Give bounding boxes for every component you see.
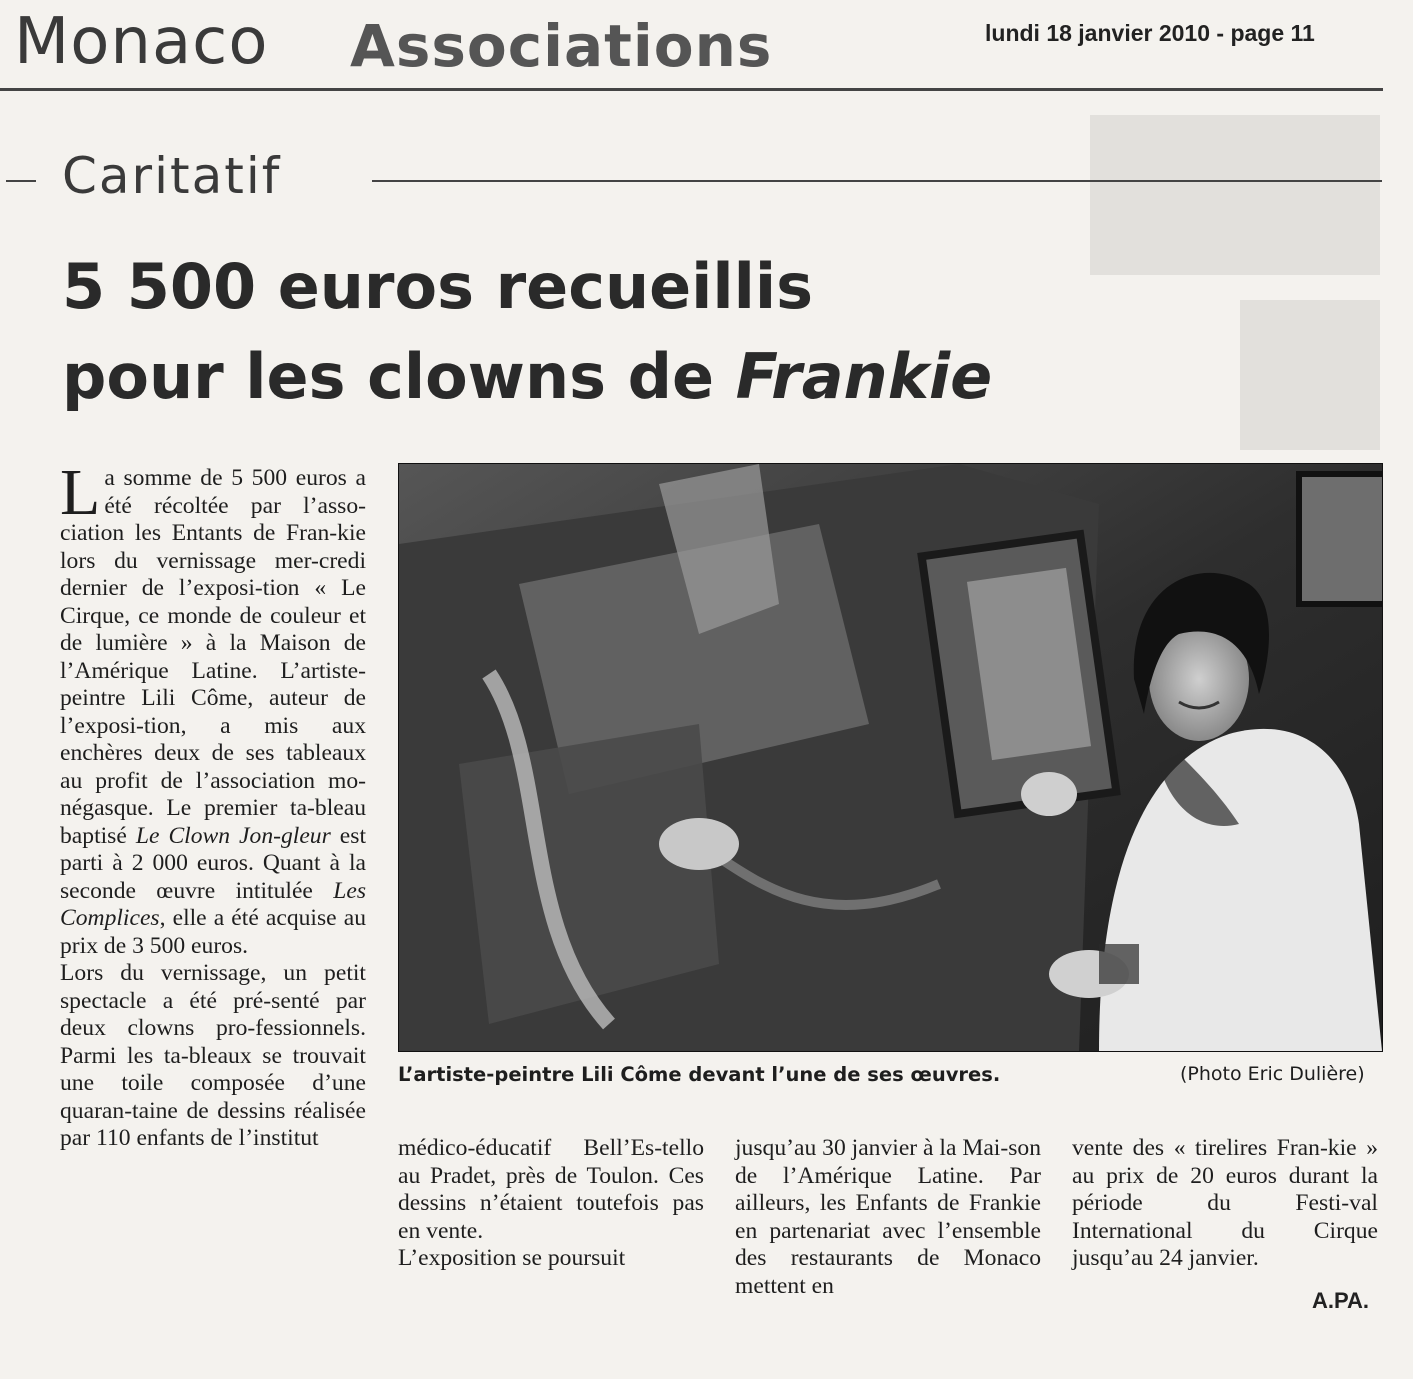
headline-line-2 bbox=[62, 332, 1382, 422]
bracelets bbox=[1099, 944, 1139, 984]
col2-paragraph-1: médico-éducatif Bell’Es-tello au Pradet, près de Toulon. Ces dessins n’étaient toutefois pas en vente. bbox=[398, 1135, 704, 1244]
woman-hand-upper bbox=[1021, 772, 1077, 816]
article-paragraph-1 bbox=[60, 456, 367, 960]
headline-line-2-prefix: pour les clowns de bbox=[62, 340, 736, 413]
photo-caption: L’artiste-peintre Lili Côme devant l’une de ses œuvres. bbox=[398, 1063, 1001, 1086]
article-column-1 bbox=[60, 456, 367, 1153]
article-column-2 bbox=[398, 1135, 704, 1273]
col4-paragraph-1: vente des « tirelires Fran-kie » au prix de 20 euros durant la période du Festi-val International du Cirque jusqu’au 24 janvier. bbox=[1072, 1135, 1378, 1271]
article-paragraph-2: Lors du vernissage, un petit spectacle a été pré-senté par deux clowns pro-fessionnels. Parmi les ta-bleaux se trouvait une toile composée d’une quaran-taine de dessins réalisée par 110 enfants de l’institut bbox=[60, 960, 366, 1151]
article-photo bbox=[398, 463, 1383, 1052]
article-column-4 bbox=[1072, 1135, 1378, 1273]
rubric: Caritatif bbox=[62, 147, 282, 205]
p1-text-a: a somme de 5 500 euros a été récoltée par l’asso-ciation les Entants de Fran-kie lors du vernissage mer-credi dernier de l’exposi-tion « Le Cirque, ce monde de couleur et de lumière » à la Maison de l’Amérique Latine. L’artiste-peintre Lili Côme, auteur de l’exposi-tion, a mis aux enchères deux de ses tableaux au profit de l’association mo-négasque. Le premier ta-bleau baptisé bbox=[60, 465, 366, 849]
section-name: Associations bbox=[350, 12, 773, 80]
hand bbox=[659, 818, 739, 870]
rubric-dash bbox=[6, 180, 36, 182]
rubric-rule bbox=[372, 180, 1382, 182]
p1-text-c: , elle a été acquise au prix de 3 500 euros. bbox=[60, 905, 366, 959]
header-rule bbox=[0, 88, 1383, 91]
col3-paragraph-1: jusqu’au 30 janvier à la Mai-son de l’Amérique Latine. Par ailleurs, les Enfants de Frankie en partenariat avec l’ensemble des restaurants de Monaco mettent en bbox=[735, 1135, 1041, 1299]
photo-illustration bbox=[399, 464, 1382, 1051]
artwork-title-2: Les Complices bbox=[60, 877, 366, 931]
author-signature: A.PA. bbox=[1312, 1288, 1370, 1313]
drop-cap: L bbox=[60, 456, 101, 529]
background-frame bbox=[1299, 474, 1382, 604]
col2-paragraph-2: L’exposition se poursuit bbox=[398, 1245, 626, 1271]
headline-frankie: Frankie bbox=[735, 340, 993, 413]
photo-credit: (Photo Eric Dulière) bbox=[1180, 1063, 1365, 1085]
artwork-title-1: Le Clown Jon-gleur bbox=[135, 822, 331, 849]
date-page: lundi 18 janvier 2010 - page 11 bbox=[985, 20, 1315, 46]
section-city: Monaco bbox=[14, 5, 269, 79]
p1-text-b: est parti à 2 000 euros. Quant à la seconde œuvre intitulée bbox=[60, 822, 367, 904]
headline bbox=[62, 242, 1382, 422]
headline-line-1: 5 500 euros recueillis bbox=[62, 250, 814, 323]
article-column-3 bbox=[735, 1135, 1041, 1300]
